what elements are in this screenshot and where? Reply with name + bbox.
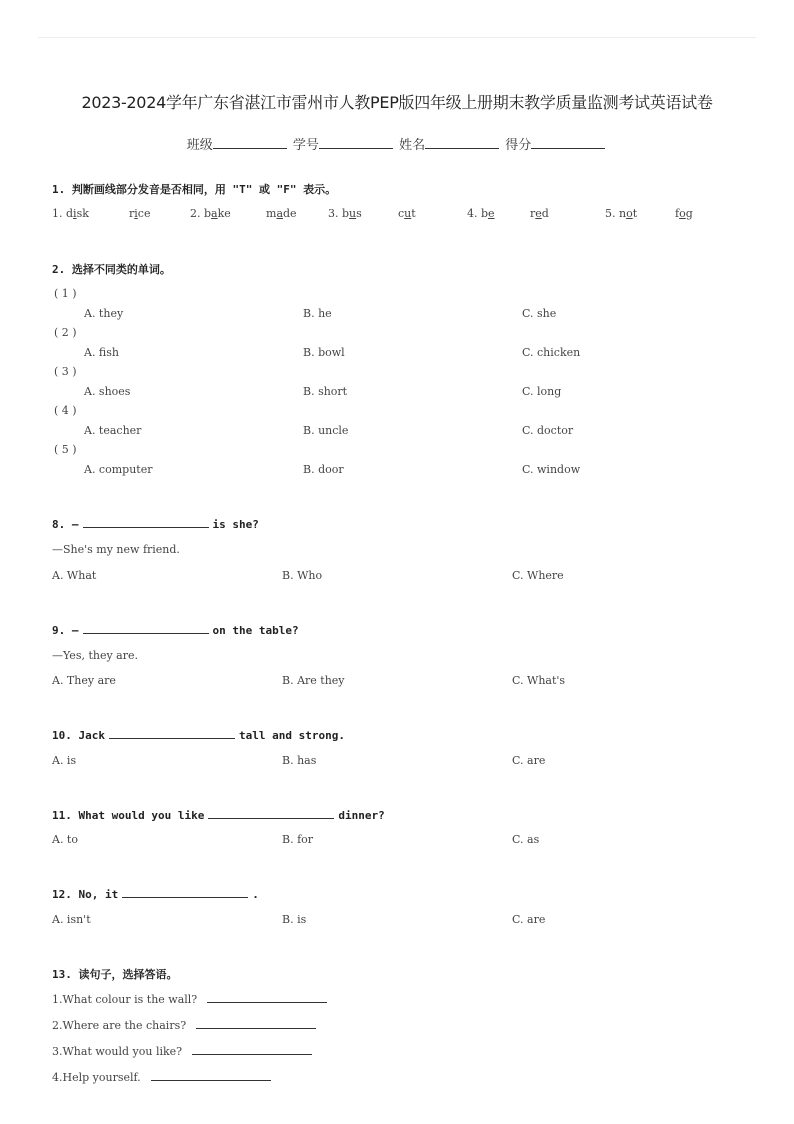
q1-w1-post: sk xyxy=(76,207,89,220)
q8-stem-post: is she? xyxy=(212,518,259,531)
q11-option-a[interactable]: A. to xyxy=(52,833,78,846)
q1-w1-underlined: e xyxy=(488,207,495,220)
q9-stem-post: on the table? xyxy=(212,624,299,637)
q1-w2-underlined: a xyxy=(276,207,283,220)
q13-item-3-blank[interactable] xyxy=(192,1044,312,1055)
q1-w2-pre: r xyxy=(530,207,536,220)
q1-item-4 xyxy=(467,207,495,220)
score-field[interactable] xyxy=(531,136,605,149)
q11-option-b[interactable]: B. for xyxy=(282,833,314,846)
q11-answer-blank[interactable] xyxy=(208,808,334,819)
q1-w1-underlined: i xyxy=(73,207,77,220)
q11-option-c[interactable]: C. as xyxy=(512,833,540,846)
q10-option-c[interactable]: C. are xyxy=(512,754,546,767)
q1-w1-pre: b xyxy=(204,207,212,220)
q1-item-num: 5. xyxy=(605,207,616,220)
q2-sub-5-option-b[interactable]: B. door xyxy=(303,463,344,476)
q13-item-1-text: 1.What colour is the wall? xyxy=(52,993,198,1006)
q2-sub-3-option-c[interactable]: C. long xyxy=(522,385,562,398)
q1-item-num: 1. xyxy=(52,207,63,220)
q1-item-num: 3. xyxy=(328,207,339,220)
question-2-title: 2. 选择不同类的单词。 xyxy=(52,263,171,276)
q1-item-5-pair xyxy=(675,207,693,220)
q13-item-2-blank[interactable] xyxy=(196,1018,316,1029)
question-1-title: 1. 判断画线部分发音是否相同，用 "T" 或 "F" 表示。 xyxy=(52,183,337,196)
q1-w2-post: ce xyxy=(137,207,151,220)
q1-item-4-pair xyxy=(530,207,549,220)
q12-option-a[interactable]: A. isn't xyxy=(52,913,91,926)
q2-sub-5-num: ( 5 ) xyxy=(54,443,77,456)
q8-option-a[interactable]: A. What xyxy=(52,569,97,582)
q1-w2-underlined: o xyxy=(679,207,686,220)
q1-w2-post: g xyxy=(685,207,693,220)
q10-option-a[interactable]: A. is xyxy=(52,754,77,767)
question-12-stem xyxy=(52,887,259,901)
question-10-stem xyxy=(52,728,345,742)
q2-sub-4-option-c[interactable]: C. doctor xyxy=(522,424,574,437)
q1-w2-pre: m xyxy=(266,207,277,220)
q1-w1-pre: b xyxy=(481,207,489,220)
q2-sub-1-option-b[interactable]: B. he xyxy=(303,307,332,320)
q10-option-b[interactable]: B. has xyxy=(282,754,317,767)
q12-option-c[interactable]: C. are xyxy=(512,913,546,926)
q2-sub-4-option-a[interactable]: A. teacher xyxy=(84,424,142,437)
q2-sub-4-option-b[interactable]: B. uncle xyxy=(303,424,349,437)
student-id-field[interactable] xyxy=(319,136,393,149)
q1-w1-underlined: o xyxy=(626,207,633,220)
q8-answer-blank[interactable] xyxy=(83,517,209,528)
q2-sub-1-option-a[interactable]: A. they xyxy=(84,307,124,320)
q1-w1-pre: d xyxy=(66,207,74,220)
q8-option-b[interactable]: B. Who xyxy=(282,569,323,582)
q13-item-4-blank[interactable] xyxy=(151,1070,271,1081)
q13-item-4-text: 4.Help yourself. xyxy=(52,1071,141,1084)
q12-stem-post: . xyxy=(252,888,259,901)
q1-w1-pre: b xyxy=(342,207,350,220)
top-rule xyxy=(38,37,756,38)
student-info-row xyxy=(0,134,794,153)
q12-stem-pre: 12. No, it xyxy=(52,888,119,901)
q1-w1-underlined: u xyxy=(349,207,357,220)
q13-item-1-blank[interactable] xyxy=(207,992,327,1003)
q9-option-c[interactable]: C. What's xyxy=(512,674,566,687)
q1-w2-post: de xyxy=(283,207,297,220)
q2-sub-2-num: ( 2 ) xyxy=(54,326,77,339)
q8-reply: —She's my new friend. xyxy=(52,543,180,556)
q10-stem-pre: 10. Jack xyxy=(52,729,105,742)
q11-stem-pre: 11. What would you like xyxy=(52,809,205,822)
q1-w1-underlined: a xyxy=(211,207,218,220)
q1-w2-post: t xyxy=(411,207,416,220)
q2-sub-2-option-b[interactable]: B. bowl xyxy=(303,346,345,359)
name-field[interactable] xyxy=(425,136,499,149)
q2-sub-3-option-a[interactable]: A. shoes xyxy=(84,385,131,398)
q2-sub-2-option-c[interactable]: C. chicken xyxy=(522,346,581,359)
q12-option-b[interactable]: B. is xyxy=(282,913,307,926)
q1-item-3 xyxy=(328,207,362,220)
name-label: 姓名 xyxy=(399,138,426,153)
q2-sub-1-option-c[interactable]: C. she xyxy=(522,307,557,320)
q13-item-1 xyxy=(52,992,327,1006)
q1-item-2-pair xyxy=(266,207,297,220)
page-title: 2023-2024学年广东省湛江市雷州市人教PEP版四年级上册期末教学质量监测考试英语试卷 xyxy=(81,93,713,112)
q8-stem-pre: 8. — xyxy=(52,518,79,531)
question-9-stem xyxy=(52,623,299,637)
question-13-title: 13. 读句子，选择答语。 xyxy=(52,968,178,981)
q10-stem-post: tall and strong. xyxy=(238,729,345,742)
q13-item-4 xyxy=(52,1070,271,1084)
q2-sub-3-option-b[interactable]: B. short xyxy=(303,385,348,398)
q13-item-3 xyxy=(52,1044,312,1058)
q9-option-b[interactable]: B. Are they xyxy=(282,674,345,687)
q2-sub-5-option-c[interactable]: C. window xyxy=(522,463,581,476)
student-id-label: 学号 xyxy=(292,138,319,153)
q12-answer-blank[interactable] xyxy=(122,887,248,898)
q9-answer-blank[interactable] xyxy=(83,623,209,634)
q9-reply: —Yes, they are. xyxy=(52,649,139,662)
q1-w2-pre: c xyxy=(398,207,405,220)
question-8-stem xyxy=(52,517,259,531)
q2-sub-3-num: ( 3 ) xyxy=(54,365,77,378)
q1-item-1-pair xyxy=(129,207,150,220)
question-11-stem xyxy=(52,808,385,822)
q1-w1-post: t xyxy=(632,207,638,220)
q1-item-2 xyxy=(190,207,231,220)
q10-answer-blank[interactable] xyxy=(109,728,235,739)
q1-item-num: 4. xyxy=(467,207,478,220)
q1-w2-pre: r xyxy=(129,207,135,220)
q2-sub-5-option-a[interactable]: A. computer xyxy=(84,463,153,476)
class-label: 班级 xyxy=(186,138,213,153)
q1-item-5 xyxy=(605,207,637,220)
q1-w2-underlined: u xyxy=(404,207,412,220)
q2-sub-1-num: ( 1 ) xyxy=(54,287,77,300)
q1-w2-post: d xyxy=(541,207,549,220)
q1-w2-underlined: e xyxy=(535,207,542,220)
q1-item-num: 2. xyxy=(190,207,201,220)
q9-stem-pre: 9. — xyxy=(52,624,79,637)
q1-w1-post: s xyxy=(356,207,362,220)
q1-item-1 xyxy=(52,207,89,220)
q11-stem-post: dinner? xyxy=(338,809,385,822)
q8-option-c[interactable]: C. Where xyxy=(512,569,564,582)
class-field[interactable] xyxy=(213,136,287,149)
score-label: 得分 xyxy=(505,138,532,153)
q2-sub-4-num: ( 4 ) xyxy=(54,404,77,417)
q1-w2-underlined: i xyxy=(134,207,138,220)
q1-w2-pre: f xyxy=(675,207,680,220)
q2-sub-2-option-a[interactable]: A. fish xyxy=(84,346,120,359)
q1-w1-post: ke xyxy=(217,207,231,220)
q1-w1-pre: n xyxy=(619,207,627,220)
q9-option-a[interactable]: A. They are xyxy=(52,674,116,687)
q13-item-2-text: 2.Where are the chairs? xyxy=(52,1019,187,1032)
q13-item-2 xyxy=(52,1018,316,1032)
q1-item-3-pair xyxy=(398,207,416,220)
q13-item-3-text: 3.What would you like? xyxy=(52,1045,183,1058)
